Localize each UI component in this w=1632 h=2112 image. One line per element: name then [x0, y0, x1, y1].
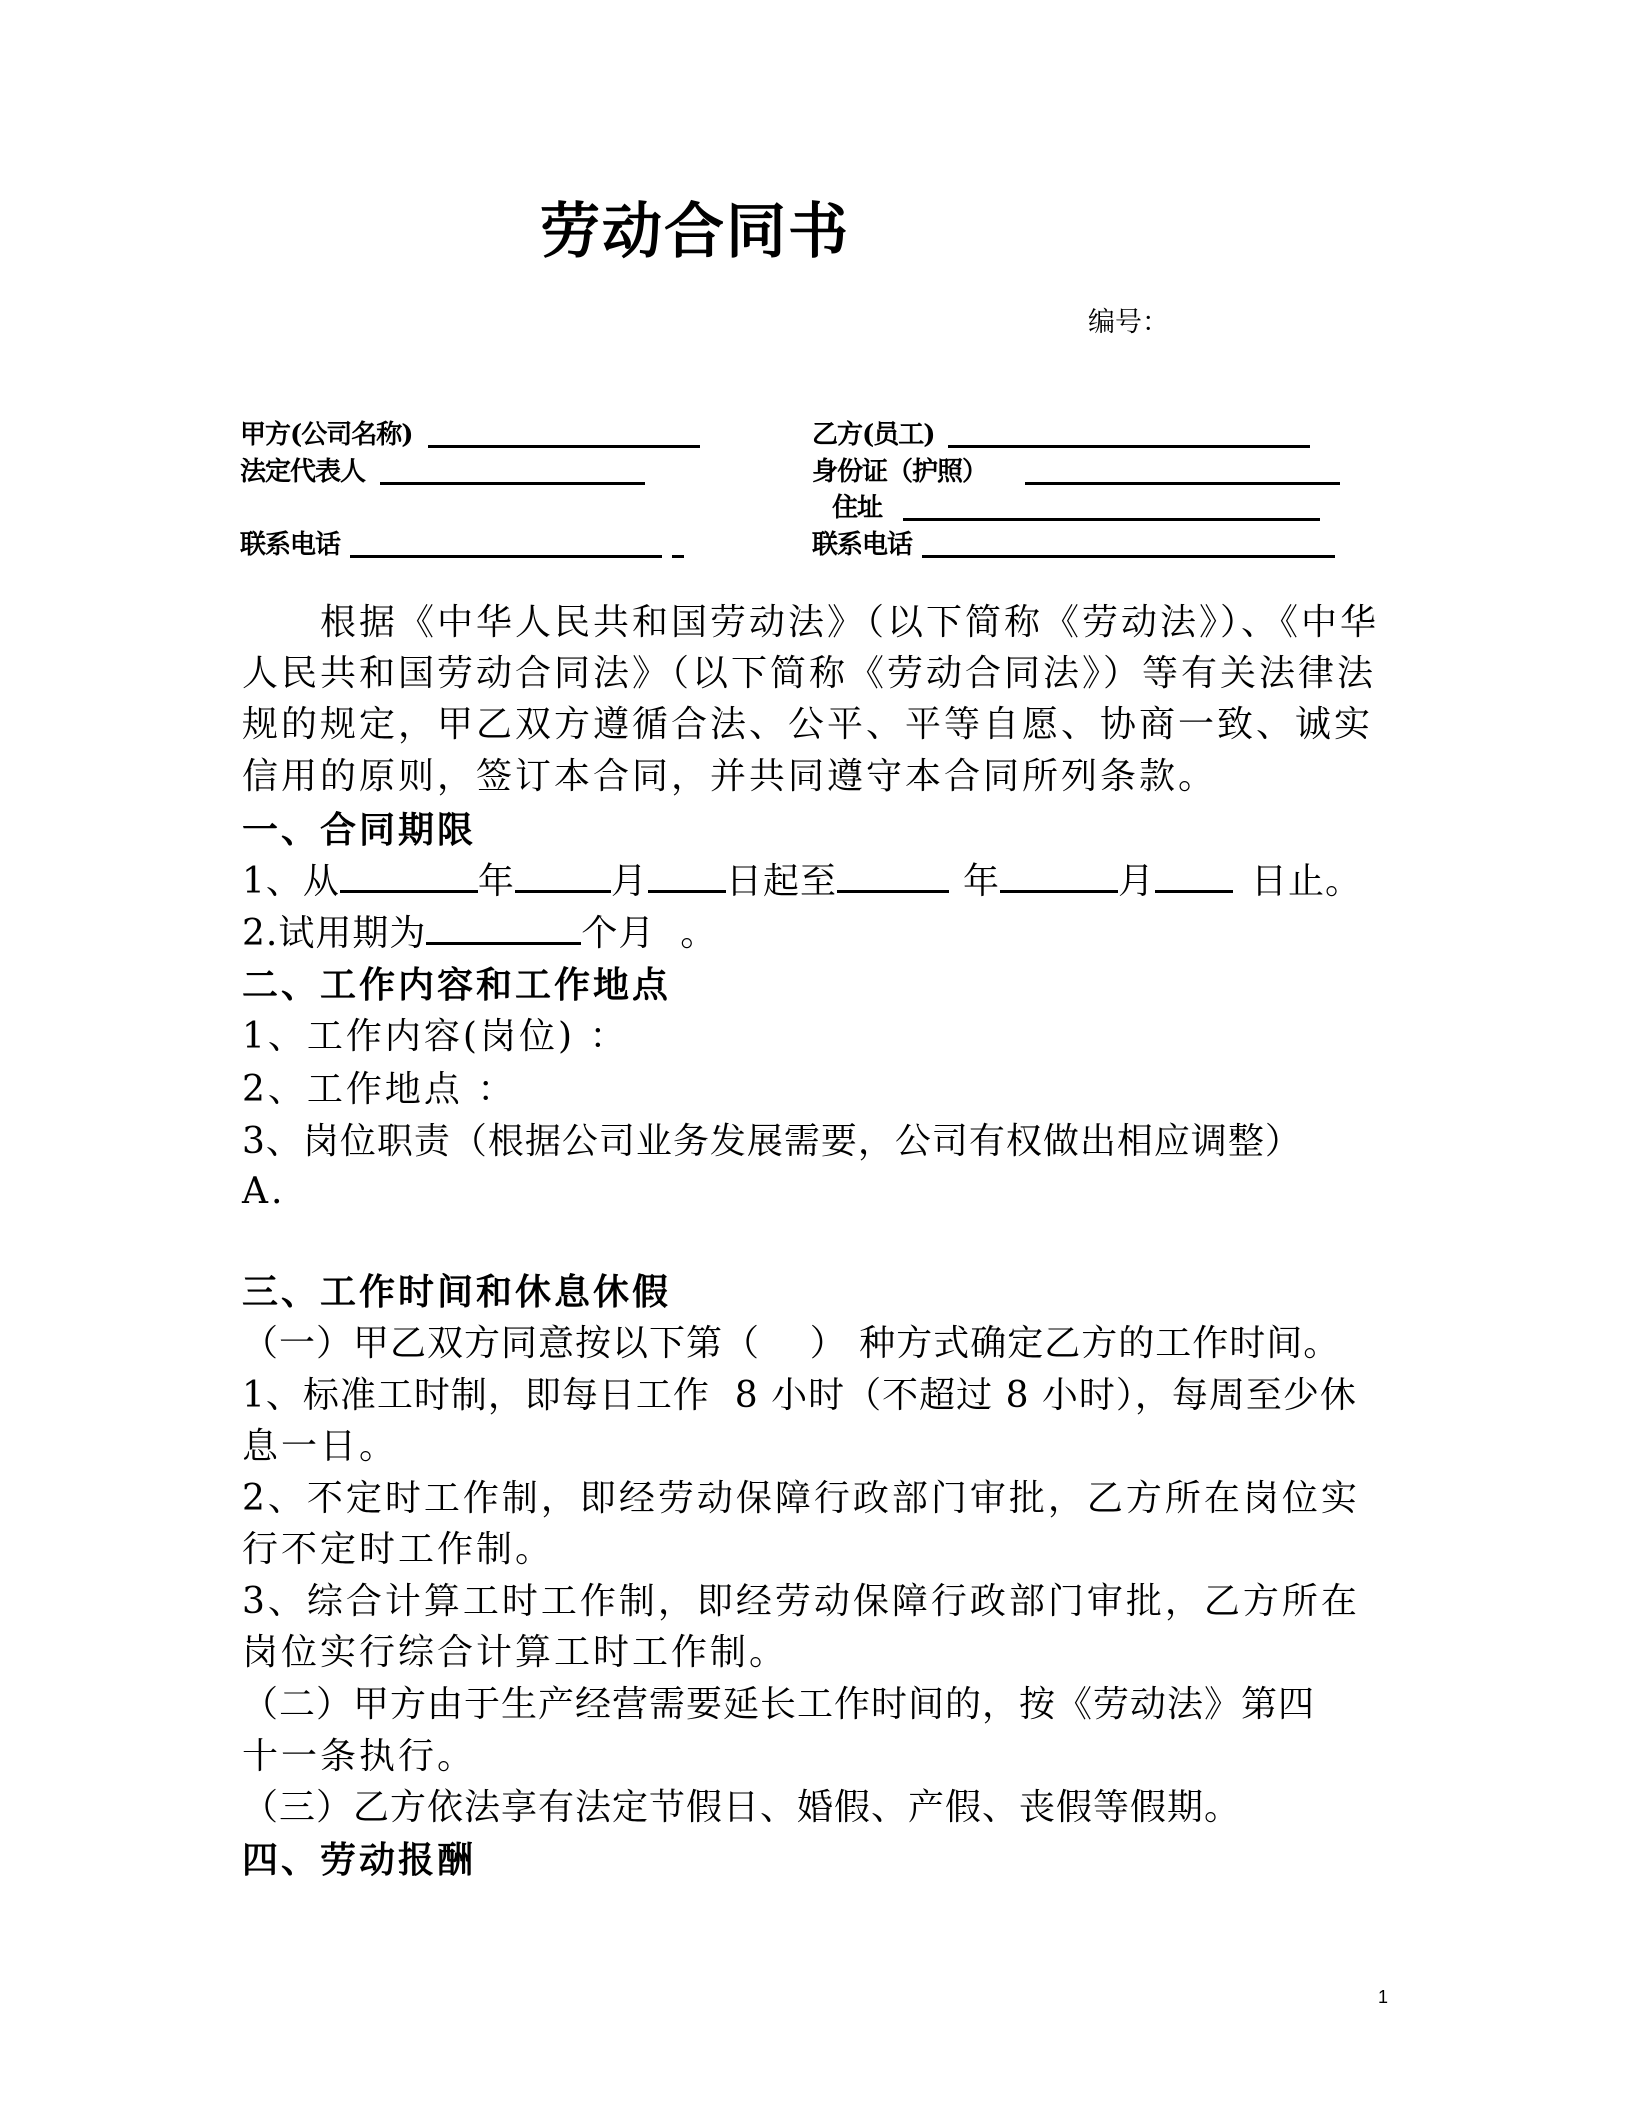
end-month-field[interactable] [1000, 860, 1118, 893]
party-b-address-label: 住址 [832, 493, 883, 523]
job-item: 2、工作地点 ： [242, 1069, 517, 1110]
party-b-phone-label: 联系电话 [812, 530, 913, 560]
month-label: 月 [610, 861, 648, 902]
start-year-field[interactable] [340, 860, 478, 893]
working-hours-line: 息一日。 [242, 1426, 399, 1467]
party-a-legal-rep-label: 法定代表人 [240, 457, 366, 487]
serial-number-label: 编号： [1088, 307, 1169, 338]
probation-prefix: 2.试用期为 [242, 913, 427, 954]
section-heading-job-content: 二、工作内容和工作地点 [242, 964, 672, 1006]
party-b-phone-field[interactable] [922, 555, 1335, 558]
working-hours-line: （二）甲方由于生产经营需要延长工作时间的，按《劳动法》第四 [242, 1684, 1316, 1725]
party-a-company-field[interactable] [428, 445, 700, 448]
year-label: 年 [962, 861, 1000, 902]
party-a-phone-field[interactable] [350, 555, 662, 558]
party-b-employee-label: 乙方(员工) [812, 420, 935, 450]
probation-line [242, 912, 717, 956]
day-to-label: 日起至 [725, 861, 837, 902]
start-day-field[interactable] [648, 860, 726, 893]
party-b-id-field[interactable] [1025, 482, 1340, 485]
working-hours-line: 十一条执行。 [242, 1736, 477, 1777]
year-label: 年 [477, 861, 515, 902]
working-hours-line: 岗位实行综合计算工时工作制。 [242, 1632, 789, 1673]
working-hours-line: （三）乙方依法享有法定节假日、婚假、产假、丧假等假期。 [242, 1787, 1242, 1828]
contract-term-line [242, 860, 1362, 904]
party-a-phone-label: 联系电话 [240, 530, 341, 560]
end-year-field[interactable] [837, 860, 949, 893]
document-title: 劳动合同书 [540, 197, 850, 267]
page-number: 1 [1378, 1987, 1389, 2007]
job-item: 3、岗位职责（根据公司业务发展需要，公司有权做出相应调整） [242, 1121, 1302, 1162]
party-b-address-field[interactable] [903, 518, 1320, 521]
party-b-id-label: 身份证（护照） [812, 457, 988, 487]
end-label: 日止。 [1250, 861, 1362, 902]
party-b-employee-field[interactable] [948, 445, 1310, 448]
preamble-line: 根据《中华人民共和国劳动法》（以下简称《劳动法》）、《中华 [320, 602, 1380, 643]
party-a-phone-field-tail [672, 555, 684, 558]
working-hours-line: 2、不定时工作制，即经劳动保障行政部门审批，乙方所在岗位实 [242, 1478, 1360, 1519]
section-heading-contract-term: 一、合同期限 [242, 809, 477, 851]
section-heading-remuneration: 四、劳动报酬 [242, 1839, 477, 1881]
party-a-legal-rep-field[interactable] [380, 482, 645, 485]
preamble-line: 信用的原则，签订本合同，并共同遵守本合同所列条款。 [242, 756, 1218, 797]
section-heading-working-hours: 三、工作时间和休息休假 [242, 1271, 672, 1313]
working-hours-line: （一）甲乙双方同意按以下第（ ） 种方式确定乙方的工作时间。 [242, 1323, 1341, 1364]
working-hours-line: 1、标准工时制，即每日工作 8 小时（不超过 8 小时），每周至少休 [242, 1375, 1357, 1416]
working-hours-line: 行不定时工作制。 [242, 1529, 555, 1570]
preamble-line: 规的规定，甲乙双方遵循合法、公平、平等自愿、协商一致、诚实 [242, 704, 1374, 745]
end-day-field[interactable] [1155, 860, 1233, 893]
preamble-line: 人民共和国劳动合同法》（以下简称《劳动合同法》）等有关法律法 [242, 653, 1377, 694]
start-month-field[interactable] [515, 860, 611, 893]
probation-months-field[interactable] [426, 912, 581, 945]
job-item: 1、工作内容(岗位) ： [242, 1016, 629, 1057]
term-prefix: 1、从 [242, 861, 340, 902]
working-hours-line: 3、综合计算工时工作制，即经劳动保障行政部门审批，乙方所在 [242, 1581, 1360, 1622]
party-a-company-label: 甲方(公司名称) [240, 420, 413, 450]
probation-suffix: 个月 。 [581, 913, 718, 954]
month-label: 月 [1117, 861, 1155, 902]
job-item: A. [242, 1171, 286, 1212]
